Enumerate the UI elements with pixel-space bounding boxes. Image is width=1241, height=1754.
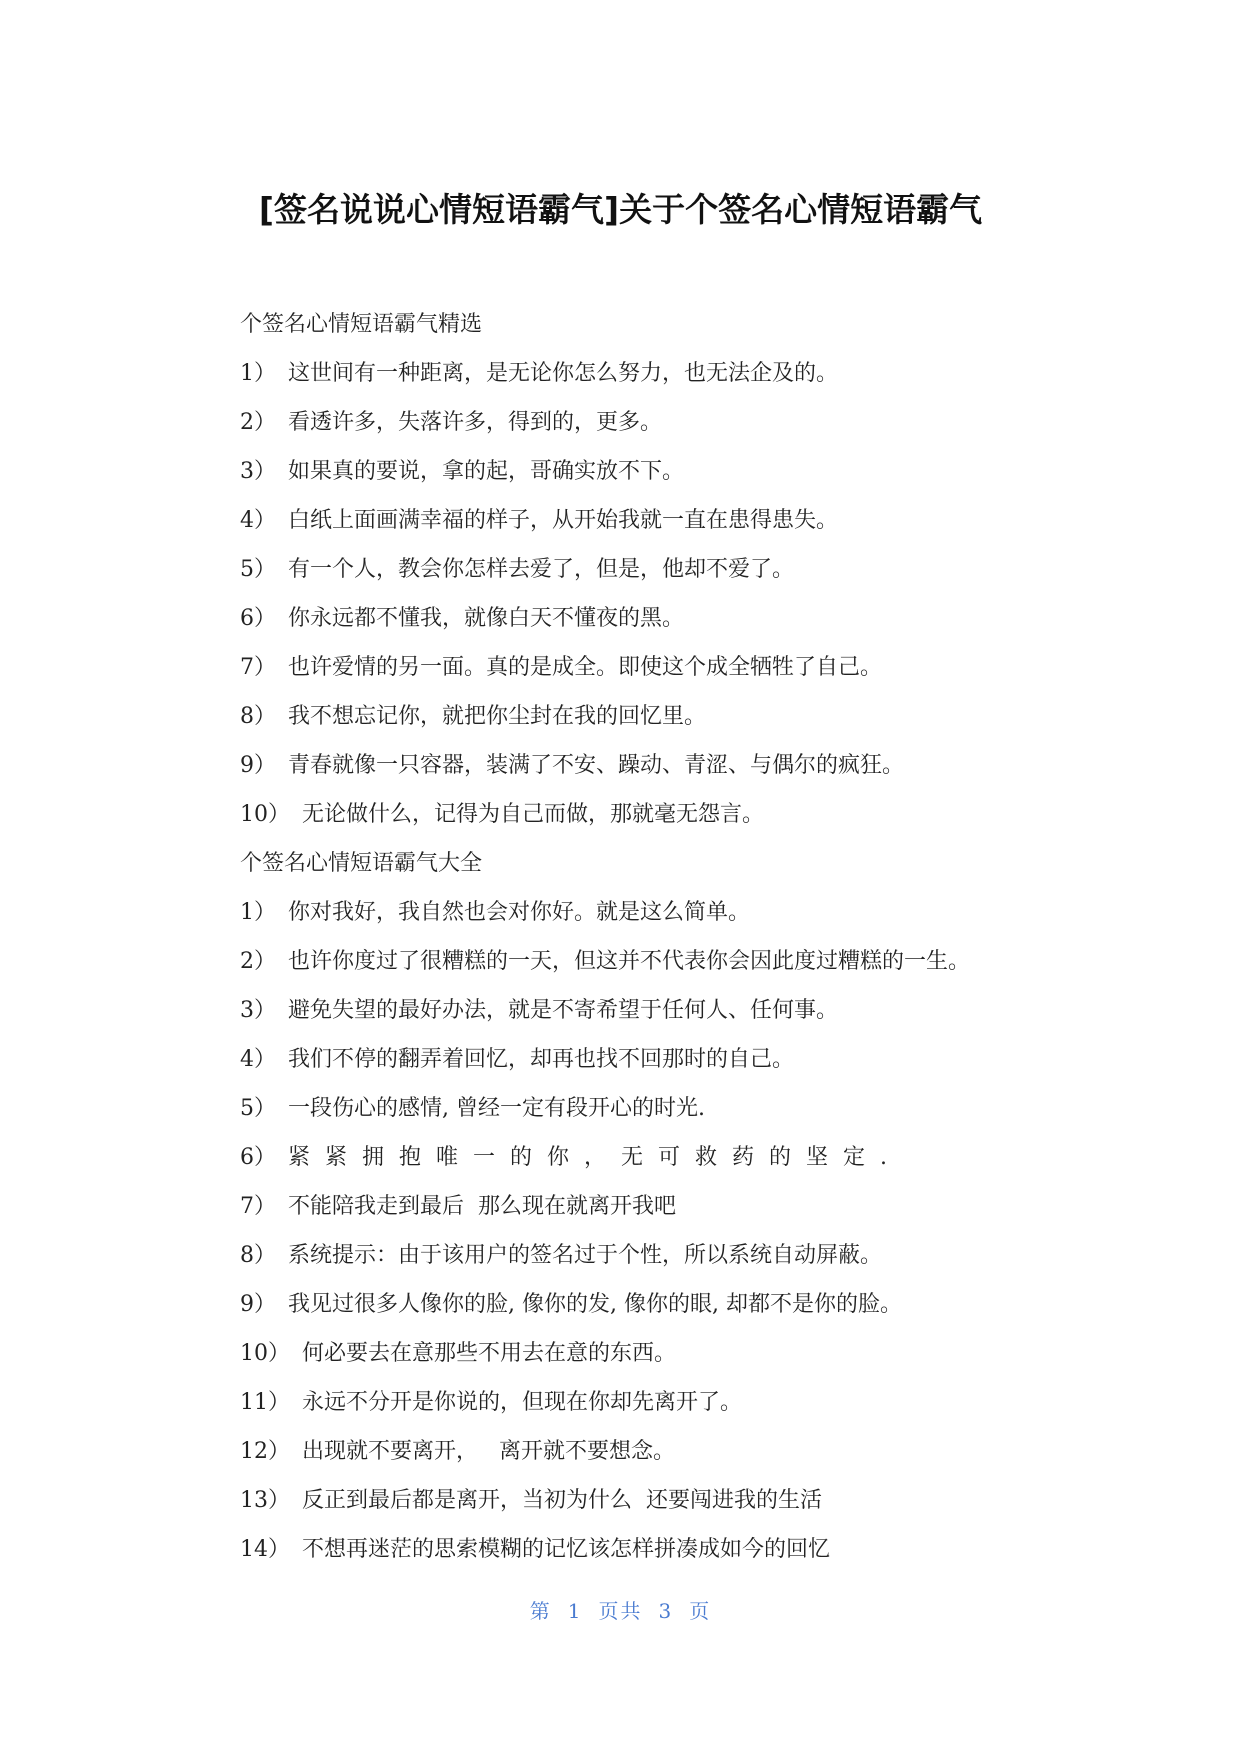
item-text: 你永远都不懂我，就像白天不懂夜的黑。	[288, 606, 685, 631]
item-number: 6）	[240, 1145, 276, 1170]
item-number: 5）	[240, 557, 276, 582]
item-text: 这世间有一种距离，是无论你怎么努力，也无法企及的。	[288, 361, 839, 386]
list-item	[240, 1427, 1060, 1476]
item-number: 7）	[240, 1194, 276, 1219]
item-number: 2）	[240, 949, 276, 974]
list-item	[240, 741, 1060, 790]
list-item	[240, 1182, 1060, 1231]
item-text: 无论做什么，记得为自己而做，那就毫无怨言。	[302, 802, 765, 827]
footer-suffix: 页	[689, 1599, 712, 1623]
item-text: 青春就像一只容器，装满了不安、躁动、青涩、与偶尔的疯狂。	[288, 753, 905, 778]
item-number: 4）	[240, 1047, 276, 1072]
item-number: 6）	[240, 606, 276, 631]
item-text: 何必要去在意那些不用去在意的东西。	[302, 1341, 677, 1366]
item-number: 1）	[240, 900, 276, 925]
list-item	[240, 1133, 1060, 1182]
item-text: 也许爱情的另一面。真的是成全。即使这个成全牺牲了自己。	[288, 655, 883, 680]
item-text: 看透许多，失落许多，得到的，更多。	[288, 410, 663, 435]
list-item	[240, 643, 1060, 692]
item-number: 11）	[240, 1390, 290, 1415]
item-number: 1）	[240, 361, 276, 386]
item-number: 3）	[240, 459, 276, 484]
list-item	[240, 1378, 1060, 1427]
item-text: 你对我好，我自然也会对你好。就是这么简单。	[288, 900, 751, 925]
item-number: 7）	[240, 655, 276, 680]
document-body	[240, 300, 1060, 1574]
item-number: 9）	[240, 753, 276, 778]
list-item	[240, 692, 1060, 741]
item-text: 永远不分开是你说的，但现在你却先离开了。	[302, 1390, 743, 1415]
footer-prefix: 第	[529, 1599, 552, 1623]
document-title: [签名说说心情短语霸气]关于个签名心情短语霸气	[258, 190, 983, 229]
list-item	[240, 1280, 1060, 1329]
item-text: 白纸上面画满幸福的样子，从开始我就一直在患得患失。	[288, 508, 839, 533]
item-number: 8）	[240, 1243, 276, 1268]
list-item	[240, 398, 1060, 447]
item-text: 有一个人，教会你怎样去爱了，但是，他却不爱了。	[288, 557, 795, 582]
item-text: 紧紧拥抱唯一的你，无可救药的坚定.	[288, 1145, 902, 1170]
list-item	[240, 349, 1060, 398]
list-item	[240, 937, 1060, 986]
page-footer	[0, 1596, 1241, 1626]
item-text: 不能陪我走到最后 那么现在就离开我吧	[288, 1194, 676, 1219]
list-item	[240, 447, 1060, 496]
item-text: 出现就不要离开， 离开就不要想念。	[302, 1439, 675, 1464]
item-number: 12）	[240, 1439, 290, 1464]
item-number: 2）	[240, 410, 276, 435]
item-number: 14）	[240, 1537, 290, 1562]
item-number: 13）	[240, 1488, 290, 1513]
list-item	[240, 1476, 1060, 1525]
list-item	[240, 545, 1060, 594]
section-heading-2: 个签名心情短语霸气大全	[240, 851, 483, 876]
item-text: 也许你度过了很糟糕的一天，但这并不代表你会因此度过糟糕的一生。	[288, 949, 971, 974]
list-item	[240, 1329, 1060, 1378]
footer-total-pages: 3	[658, 1599, 674, 1623]
item-number: 10）	[240, 1341, 290, 1366]
footer-current-page: 1	[567, 1599, 583, 1623]
list-item	[240, 790, 1060, 839]
section-heading-1: 个签名心情短语霸气精选	[240, 312, 483, 337]
list-item	[240, 888, 1060, 937]
item-number: 5）	[240, 1096, 276, 1121]
item-text: 不想再迷茫的思索模糊的记忆该怎样拼凑成如今的回忆	[302, 1537, 831, 1562]
item-text: 我见过很多人像你的脸, 像你的发, 像你的眼, 却都不是你的脸。	[288, 1292, 902, 1317]
item-text: 一段伤心的感情, 曾经一定有段开心的时光.	[288, 1096, 705, 1121]
item-number: 3）	[240, 998, 276, 1023]
item-text: 如果真的要说，拿的起，哥确实放不下。	[288, 459, 685, 484]
item-number: 4）	[240, 508, 276, 533]
item-text: 避免失望的最好办法，就是不寄希望于任何人、任何事。	[288, 998, 839, 1023]
item-text: 系统提示：由于该用户的签名过于个性，所以系统自动屏蔽。	[288, 1243, 883, 1268]
item-text: 反正到最后都是离开，当初为什么 还要闯进我的生活	[302, 1488, 822, 1513]
list-item	[240, 986, 1060, 1035]
list-item	[240, 1525, 1060, 1574]
item-text: 我不想忘记你，就把你尘封在我的回忆里。	[288, 704, 707, 729]
list-item	[240, 1084, 1060, 1133]
list-item	[240, 594, 1060, 643]
footer-middle: 页共	[598, 1599, 643, 1623]
list-item	[240, 496, 1060, 545]
item-number: 9）	[240, 1292, 276, 1317]
list-item	[240, 1035, 1060, 1084]
item-number: 8）	[240, 704, 276, 729]
item-text: 我们不停的翻弄着回忆，却再也找不回那时的自己。	[288, 1047, 795, 1072]
item-number: 10）	[240, 802, 290, 827]
list-item	[240, 1231, 1060, 1280]
